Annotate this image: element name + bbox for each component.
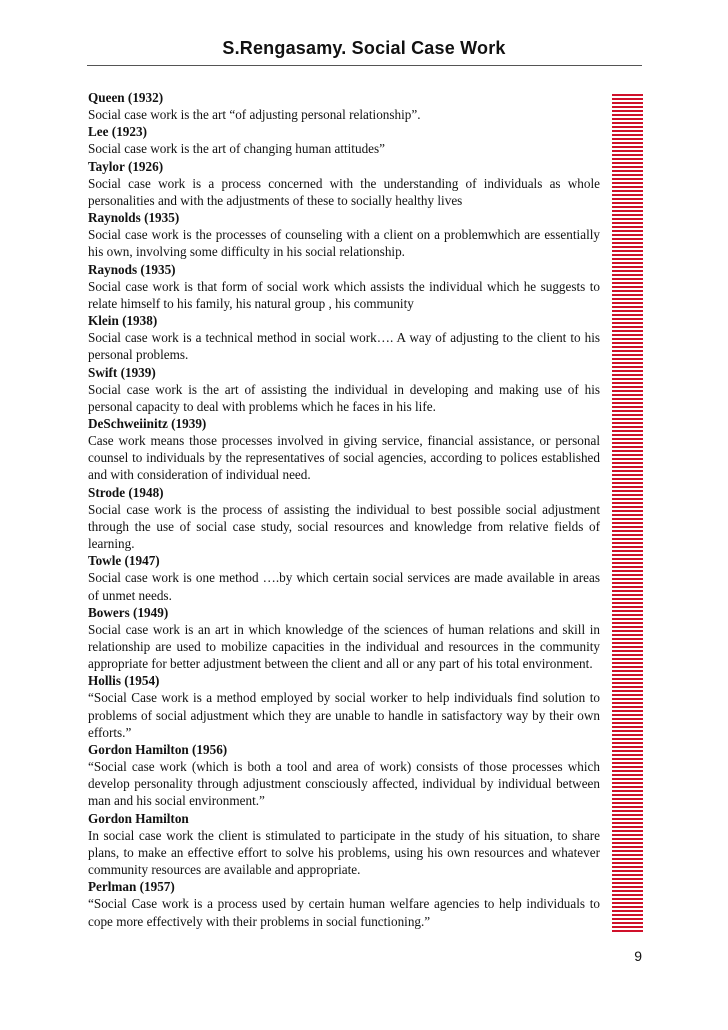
entry-title: Hollis (1954) xyxy=(88,673,160,689)
entry-title: Taylor (1926) xyxy=(88,158,164,174)
entry-text: Social case work is a technical method in social work…. A way of adjusting to the client to his personal problems. xyxy=(88,330,600,363)
entry-title: Towle (1947) xyxy=(88,553,160,569)
entry-title: Gordon Hamilton (1956) xyxy=(88,741,228,757)
entry xyxy=(88,261,600,312)
entry-title: Lee (1923) xyxy=(88,124,147,140)
entry-text: “Social Case work is a method employed by social worker to help individuals find solution to problems of social adjustment which they are unable to handle in satisfactory way by their own efforts.” xyxy=(88,690,600,740)
entry-title: Bowers (1949) xyxy=(88,604,169,620)
entry-text: “Social case work (which is both a tool and area of work) consists of those processes which develop personality through adjustment consciously affected, individual by individual between man and his social environment.” xyxy=(88,759,600,809)
entry xyxy=(88,364,600,415)
entry-text: Social case work is one method ….by which certain social services are made available in areas of unmet needs. xyxy=(88,570,600,603)
entry-title: Klein (1938) xyxy=(88,313,158,329)
entry xyxy=(88,552,600,603)
entry-text: Social case work is that form of social work which assists the individual which he suggests to relate himself to his family, his natural group , his community xyxy=(88,278,600,311)
entry-text: Social case work is an art in which knowledge of the sciences of human relations and skill in relationship are used to mobilize capacities in the individual and resources in the community appropriate for better adjustment between the client and all or any part of his total environment. xyxy=(88,621,600,672)
entry-title: Raynods (1935) xyxy=(88,261,176,277)
header-divider xyxy=(87,65,642,66)
entry-title: Queen (1932) xyxy=(88,90,164,105)
entry-title: Swift (1939) xyxy=(88,364,156,380)
entry-title: Raynolds (1935) xyxy=(88,210,180,226)
entry-text: “Social Case work is a process used by certain human welfare agencies to help individuals to cope more effectively with their problems in social functioning.” xyxy=(88,896,600,929)
page-number: 9 xyxy=(634,948,642,964)
entry-title: Strode (1948) xyxy=(88,484,164,500)
entry-text: Social case work is the art of assisting the individual in developing and making use of his personal capacity to deal with problems which he faces in his life. xyxy=(88,381,600,414)
page-header-title: S.Rengasamy. Social Case Work xyxy=(222,38,506,58)
entry-text: In social case work the client is stimulated to participate in the study of his situation, to share plans, to make an effective effort to solve his problems, using his own resources and whatever community resources are available and appropriate. xyxy=(88,827,600,878)
entry-text: Social case work is a process concerned with the understanding of individuals as whole personalities and with the adjustments of these to socially healthy lives xyxy=(88,175,600,208)
entry-title: DeSchweiinitz (1939) xyxy=(88,415,207,431)
entry xyxy=(88,878,600,929)
entry xyxy=(88,312,600,363)
entry xyxy=(88,209,600,260)
entry-title: Perlman (1957) xyxy=(88,879,175,895)
entry xyxy=(88,672,600,741)
entry xyxy=(88,810,600,879)
page-content xyxy=(88,89,600,930)
entry xyxy=(88,158,600,209)
entry-title: Gordon Hamilton xyxy=(88,810,189,826)
decorative-side-bar xyxy=(612,94,643,932)
entry xyxy=(88,123,600,157)
entry xyxy=(88,741,600,810)
entry xyxy=(88,484,600,553)
entry-text: Social case work is the processes of counseling with a client on a problemwhich are essentially his own, involving some difficulty in his social relationship. xyxy=(88,227,600,260)
entry-text: Social case work is the process of assisting the individual to best possible social adjustment through the use of social case study, social resources and knowledge from relative fields of learning. xyxy=(88,501,600,552)
entry xyxy=(88,89,600,123)
entry-text: Social case work is the art “of adjusting personal relationship”. xyxy=(88,107,421,123)
entry xyxy=(88,604,600,673)
entry-text: Social case work is the art of changing human attitudes” xyxy=(88,141,385,157)
entry-text: Case work means those processes involved in giving service, financial assistance, or personal counsel to individuals by the representatives of social agencies, according to polices established and with consideration of individual need. xyxy=(88,433,600,483)
entry xyxy=(88,415,600,484)
